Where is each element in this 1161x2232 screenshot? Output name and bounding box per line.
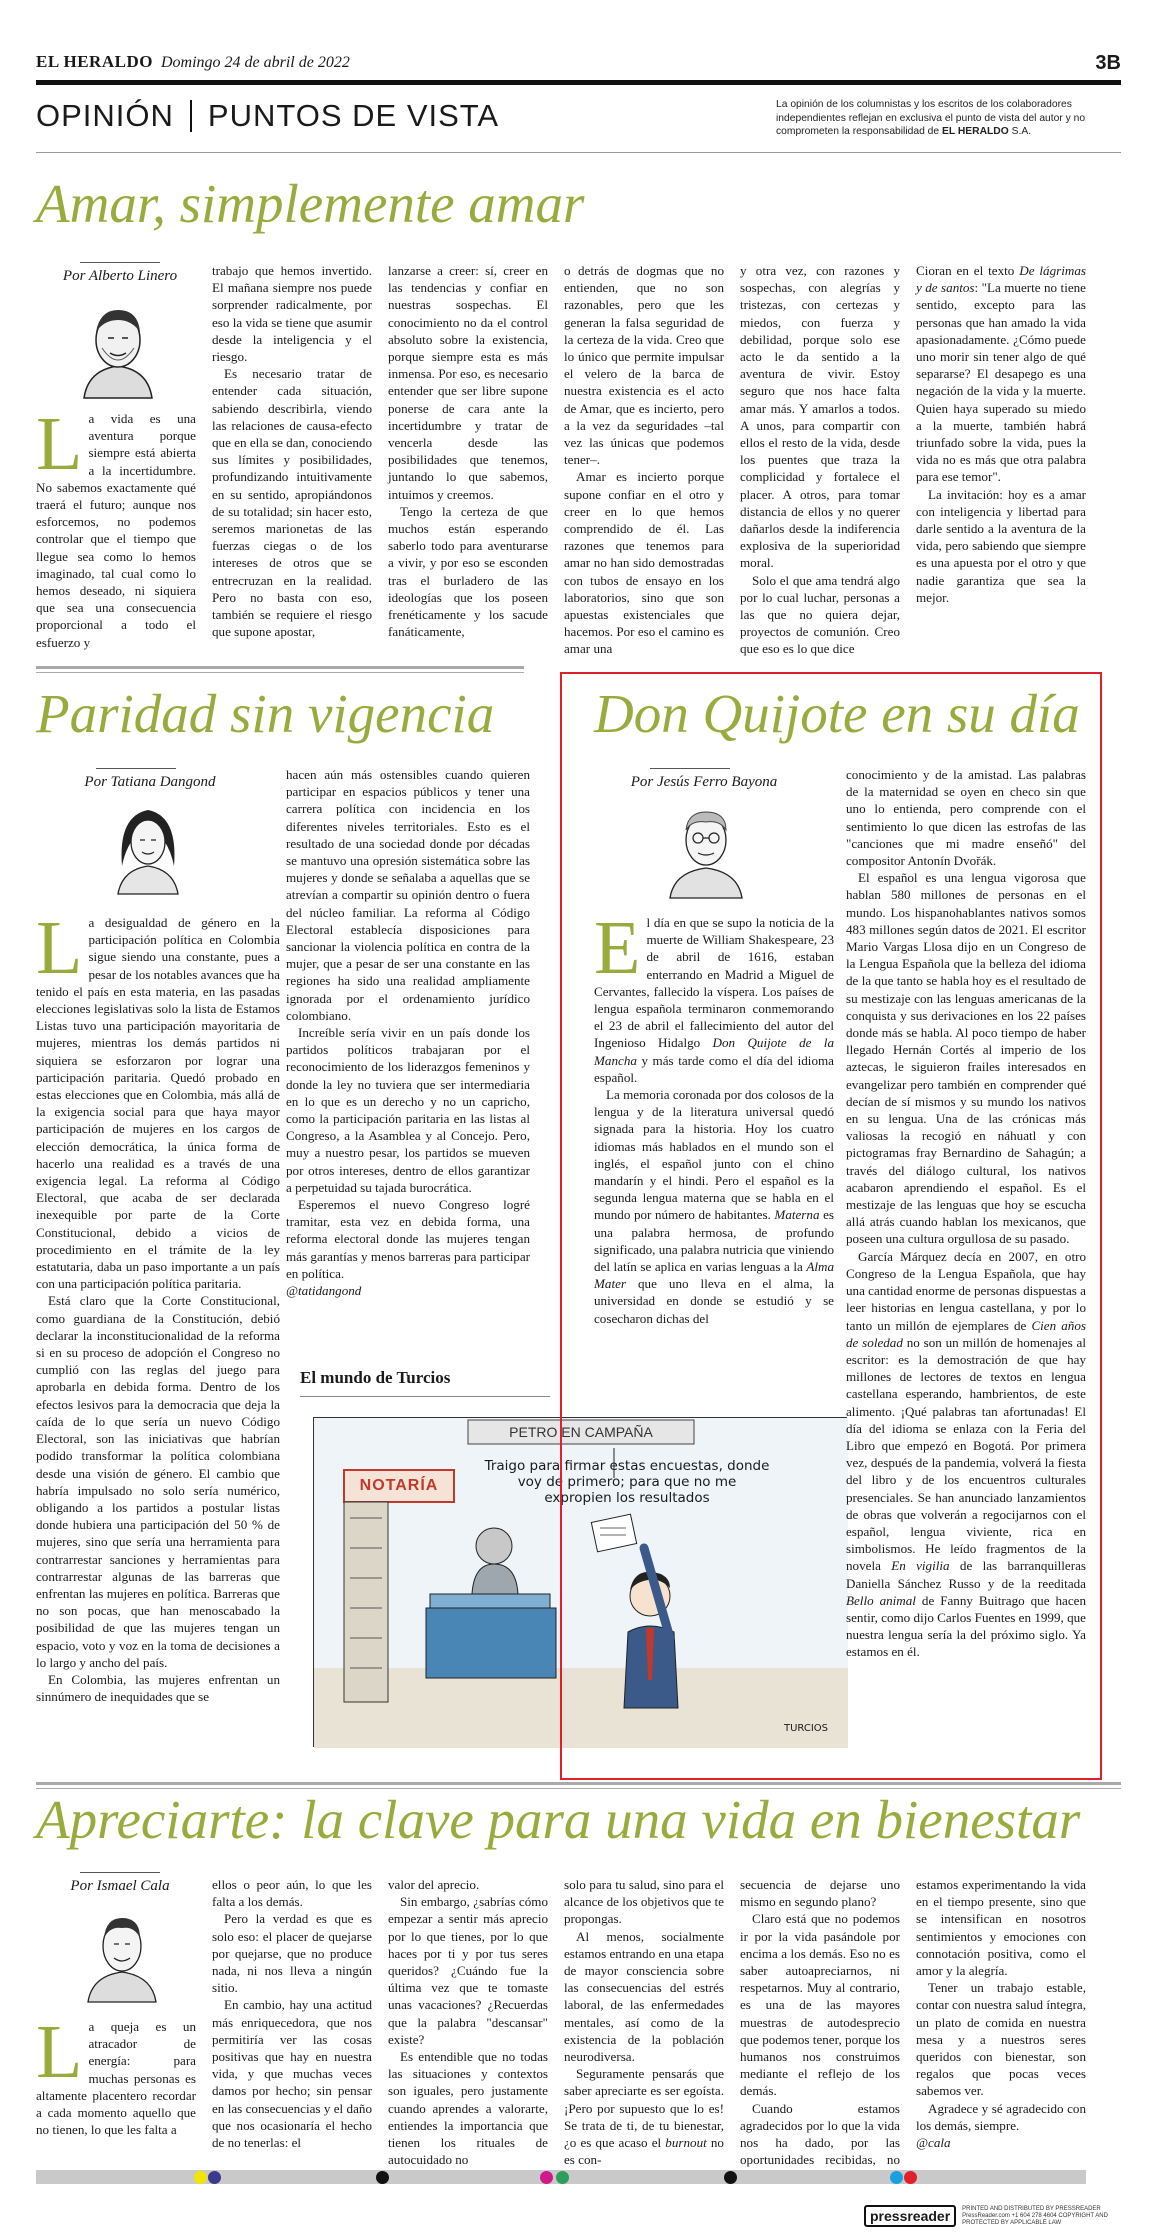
issue-date: Domingo 24 de abril de 2022 xyxy=(160,54,350,71)
byline-rule xyxy=(80,262,160,263)
article-body-col: solo para tu salud, sino para el alcance de los objetivos que te propongas. Al menos, socialmente estamos entrando en una etapa de mayor consciencia sobre las consecuencias del estrés laboral, de las enfermedades mentales, así como de la existencia de la población neurodiversa. Seguramente pensarás que saber apreciarte es ser egoísta. ¡Pero por supuesto que lo es! Se trata de ti, de tu bienestar, ¿o es que acaso el burnout no es con- xyxy=(564,1877,724,2168)
section-separator xyxy=(190,100,192,132)
article-body-col: conocimiento y de la amistad. Las palabras de la maternidad se oyen en checo sin que uno lo entienda, pero comprende con el sentimiento lo que dicen las estrofas de las "canciones que mi madre enseñó" del compositor Antonín Dvořák. El español es una lengua vigorosa que hablan 580 millones de personas en el mundo. Los hispanohablantes nativos somos 483 millones según datos de 2021. El escritor Mario Vargas Llosa dijo en un Congreso de la Lengua Española que la belleza del idioma de la que tanto se habla hoy es el resultado de su mestizaje con las lenguas americanas de la conquista y sus derivaciones en los 22 países donde más se habla. Al poco tiempo de haber llegado Hernán Cortés al imperio de los aztecas, le siguieron frailes interesados en evangelizar pero también en comprender qué decían de sí mismos y su mundo los nativos en su lengua. Una de las crónicas más valiosas la recogió en náhuatl y con pictogramas fray Bernardino de Sahagún; a través del diálogo cultural, los nativos acabaron aprendiendo el español. Es el mestizaje de las lenguas que hoy se escucha allá atrás cuando hablan los mexicanos, que poseen una cultura orgullosa de su pasado. García Márquez decía en 2007, en otro Congreso de la Lengua Española, que hay una cantidad enorme de personas dispuestas a leer historias en lengua castellana, y por lo tanto un millón de ejemplares de Cien años de soledad no son un millón de homenajes al escritor: es la demostración de que hay millones de lectores de textos en lengua castellana esperando, hambrientos, de este alimento. ¡Qué palabras tan afortunadas! El día del idioma se enlaza con la Feria del Libro que empezó en Bogotá. Por primera vez, después de la pandemia, volverá la fiesta del libro y de los encuentros culturales presenciales. Se han anunciado lanzamientos de obras que volverán a regocijarnos con el español, lengua viviente, rica en simbolismos. He leído fragmentos de la novela En vigilia de las barranquilleras Daniella Sánchez Russo y de la reeditada Bello animal de Fanny Buitrago que hacen sentir, como dijo Carlos Fuentes en 1999, que nuestra lengua sería la del próximo siglo. Ya estamos en él. xyxy=(846,767,1087,1660)
registration-dot xyxy=(890,2171,903,2184)
article-title-paridad: Paridad sin vigencia xyxy=(36,683,495,744)
author-handle: @cala xyxy=(916,2135,951,2151)
masthead-rule xyxy=(36,80,1121,85)
registration-dot xyxy=(556,2171,569,2184)
article-body-col: valor del aprecio. Sin embargo, ¿sabrías cómo empezar a sentir más aprecio por lo que tienes, por lo que haces por ti y por tus seres queridos? ¿Cuándo fue la última vez que te tomaste unas vacaciones? ¿Recuerdas que la palabra "descansar" existe? Es entendible que no todas las situaciones y contextos son iguales, pero justamente cuando aprendes a valorarte, entiendes la importancia que tienen los rituales de autocuidado no xyxy=(388,1877,548,2168)
section-rule xyxy=(36,152,1121,153)
masthead xyxy=(36,52,1121,76)
byline-dangond: Por Tatiana Dangond xyxy=(84,774,216,790)
registration-dot xyxy=(904,2171,917,2184)
byline-cala: Por Ismael Cala xyxy=(70,1878,170,1894)
article-divider xyxy=(36,672,524,673)
section-header xyxy=(36,96,499,136)
registration-dot xyxy=(540,2171,553,2184)
article-body-col: trabajo que hemos invertido. El mañana siempre nos puede sorprender radicalmente, por eso la vida se tiene que asumir desde la inteligencia y el riesgo. Es necesario tratar de entender cada situación, sabiendo describirla, viendo las relaciones de causa-efecto que en ella se dan, conociendo sus límites y posibilidades, profundizando intuitivamente en su sentido, apropiándonos de su totalidad; sin hacer esto, seremos marionetas de las fuerzas ciegas o de los intereses de otros que se entrecruzan en la realidad. Pero no basta con eso, también se requiere el riesgo que supone apostar, xyxy=(212,263,372,640)
article-body-col: Cioran en el texto De lágrimas y de santos: "La muerte no tiene sentido, excepto para las personas que han amado la vida apasionadamente. ¿Cómo puede uno morir sin tener algo de qué separarse? El desapego es una negación de la vida y la muerte. Quien haya superado su miedo a la muerte, también habrá triunfado sobre la vida, pues la vida no es más que otra palabra para ese temor". La invitación: hoy es a amar con inteligencia y libertad para darle sentido a la aventura de la vida, pero sabiendo que siempre es una apuesta por el otro y que nadie garantiza que sea la mejor. xyxy=(916,263,1086,605)
pressreader-logo: pressreader xyxy=(864,2205,956,2227)
article-title-apreciarte: Apreciarte: la clave para una vida en bienestar xyxy=(36,1789,1081,1850)
article-body-col: ellos o peor aún, lo que les falta a los demás. Pero la verdad es que es solo eso: el placer de quejarse por quejarse, que no produce nada, ni nos lleva a ningún sitio. En cambio, hay una actitud más enriquecedora, que nos permitiría ver las cosas positivas que hay en nuestra vida, y que muchas veces damos por hecho; sin pensar en las consecuencias y el daño que nos ocasionaría el hecho de no tenerlas: el xyxy=(212,1877,372,2151)
article-body-col: El día en que se supo la noticia de la muerte de William Shakespeare, 23 de abril de 1616, estaban enterrando en Madrid a Miguel de Cervantes, fallecido la víspera. Los países de lengua española terminaron conmemorando el 23 de abril el fallecimiento del autor del Ingenioso Hidalgo Don Quijote de la Mancha y más tarde como el día del idioma español. La memoria coronada por dos colosos de la lengua y de la literatura universal quedó signada para la historia. Hoy los cuatro idiomas más hablados en el mundo son el inglés, el español junto con el chino mandarín y el hindi. Pero el español es la segunda lengua materna que se habla en el mundo por número de habitantes. Materna es una palabra hermosa, de profundo significado, una palabra nutricia que viniendo del latín se aplica en varias lenguas a la Alma Mater que uno lleva en el alma, la universidad en donde se estudió y se cosecharon dichas del xyxy=(594,906,834,1326)
cartoon-speech: Traigo para firmar estas encuestas, donde voy de primero; para que no me expropien los resultados xyxy=(484,1458,770,1506)
newspaper-brand: EL HERALDO xyxy=(36,52,153,71)
author-handle: @tatidangond xyxy=(286,1283,362,1299)
article-body-col: y otra vez, con razones y sospechas, con alegrías y tristezas, con certezas y miedos, con fuerza y debilidad, porque solo ese acto le da sentido a la aventura de vivir. Estoy seguro que nos hace falta amar más. Y amarlos a todos. A unos, para compartir con ellos el resto de la vida, desde los puentes que traza la complicidad y fortalece el placer. A otros, para tomar distancia de ellos y no querer dañarlos desde la indiferencia explosiva de la superioridad moral. Solo el que ama tendrá algo por lo cual luchar, personas a las que no quiera dejar, proyectos de comunión. Creo que eso es lo que dice xyxy=(740,263,900,657)
byline-rule xyxy=(650,768,730,769)
registration-dot xyxy=(194,2171,207,2184)
article-divider xyxy=(36,1782,1121,1785)
page-number: 3B xyxy=(1095,52,1121,74)
byline-rule xyxy=(80,1872,160,1873)
cartoon-signature: TURCIOS xyxy=(783,1723,828,1734)
pressreader-badge xyxy=(864,2204,1120,2228)
article-body-col: lanzarse a creer: sí, creer en las tendencias y confiar en nuestras sospechas. El conocimiento no da el control absoluto sobre la existencia, porque siempre esta es más inmensa. Por eso, es necesario entender que ser libre supone ponerse de cara ante la incertidumbre y tratar de vencerla desde las posibilidades que tenemos, juntando lo que sabemos, intuimos y creemos. Tengo la certeza de que muchos están esperando saberlo todo para aventurarse a vivir, y por eso se esconden tras el burladero de las ideologías que los poseen frenéticamente y los sacude fanáticamente, xyxy=(388,263,548,640)
section-disclaimer: La opinión de los columnistas y los escritos de los colaboradores independientes reflejan en exclusiva el punto de vista del autor y no comprometen la responsabilidad de EL HERALDO S.A. xyxy=(776,99,1086,137)
author-portrait-ferro xyxy=(660,796,752,900)
article-body-col: o detrás de dogmas que no entienden, que no son razonables, pero que les generan la falsa seguridad de la certeza de la vida. Creo que lo único que permite impulsar el velero de la barca de nuestra existencia es el acto de Amar, que es incierto, pero a la vez da seguridades –tal vez las únicas que podemos tener–. Amar es incierto porque supone confiar en el otro y creer en lo que hemos comprendido de él. Las razones que tenemos para amar no han sido demostradas con tubos de ensayo en los laboratorios, sino que son apuestas existenciales que hacemos. Por eso el camino es amar una xyxy=(564,263,724,657)
author-portrait-dangond xyxy=(106,796,190,896)
pressreader-copyright: PRINTED AND DISTRIBUTED BY PRESSREADER PressReader.com +1 604 278 4604 COPYRIGHT AND PROTECTED BY APPLICABLE LAW xyxy=(962,2205,1108,2226)
dropcap: E xyxy=(594,906,641,990)
article-body-col: La vida es una aventura porque siempre está abierta a la incertidumbre. No sabemos exactamente qué traerá el futuro; aunque nos esforcemos, no podemos controlar que el tiempo que llegue sea como lo hemos imaginado, tal cual como lo hemos deseado, ni siquiera que sea una consecuencia proporcional a todo el esfuerzo y xyxy=(36,402,196,650)
registration-dot xyxy=(208,2171,221,2184)
byline-ferro: Por Jesús Ferro Bayona xyxy=(630,774,778,790)
byline-linero: Por Alberto Linero xyxy=(62,268,178,284)
cartoon-heading: El mundo de Turcios xyxy=(300,1368,451,1387)
article-body-col: secuencia de dejarse uno mismo en segundo plano? Claro está que no podemos ir por la vida pasándole por encima a los demás. Eso no es saber autoapreciarnos, ni respetarnos. Muy al contrario, es una de las mayores muestras de autodesprecio que podemos tener, porque los humanos nos construimos mediante el reflejo de los demás. Cuando estamos agradecidos por lo que la vida nos ha dado, por las oportunidades recibidas, no xyxy=(740,1877,900,2168)
article-title-quijote: Don Quijote en su día xyxy=(594,683,1080,744)
article-body-col: La desigualdad de género en la participación política en Colombia sigue siendo una constante, pues a pesar de los notables avances que ha tenido el país en esta materia, en las pasadas elecciones legislativas solo la lista de Estamos Listas tuvo una participación mayoritaria de mujeres, mientras los demás partidos ni siquiera se esforzaron por lograr una participación paritaria. Quedó probado en estas elecciones que en Colombia, más allá de la exigencia social para que haya mayor participación de mujeres en los cargos de elección democrática, la única forma de hacerlo una realidad es a través de una exigencia legal. La reforma al Código Electoral, que acaba de ser declarada inexequible por parte de la Corte Constitucional, debido a vicios de procedimiento en el trámite de la ley estatutaria, daba un paso importante a un país con una participación política paritaria. Está claro que la Corte Constitucional, como guardiana de la Constitución, debió declarar la inconstitucionalidad de la reforma si en su proceso de adopción el Congreso no cumplió con las reglas del juego para aprobarla en debida forma. Dentro de los efectos lesivos para la democracia que deja la caída de lo que sería un nuevo Código Electoral, son las iniciativas que habrían podido transformar la política colombiana desde una visión de género. El cambio que habría impulsado no solo sería numérico, obligando a los partidos a postular listas donde hubiera una participación del 50 % de mujeres, sino que sería una herramienta para contrarrestar sanciones y herramientas para contrarrestar algunas de las barreras que enfrentan las mujeres en política. Barreras que no son pocas, que han menoscabado la posibilidad de que las mujeres tengan un espacio, voto y voz en la toma de decisiones a lo largo y ancho del país. En Colombia, las mujeres enfrentan un sinnúmero de inequidades que se xyxy=(36,906,280,1705)
cartoon-sign: NOTARÍA xyxy=(359,1477,439,1494)
article-body-col: estamos experimentando la vida en el tiempo presente, sino que se intensifican en nosotros sentimientos y emociones con connotación positiva, como el amor y la alegría. Tener un trabajo estable, contar con nuestra salud íntegra, un plato de comida en nuestra mesa y a nuestros seres queridos con bienestar, son regalos que pocas veces sabemos ver. Agradece y sé agradecido con los demás, siempre. @cala xyxy=(916,1877,1086,2151)
author-portrait-cala xyxy=(82,1904,162,2004)
dropcap: L xyxy=(36,402,83,486)
author-portrait-linero xyxy=(70,298,166,400)
article-body-col: La queja es un atracador de energía: para muchas personas es altamente placentero recordar a cada momento aquello que no tienen, lo que les falta a xyxy=(36,2010,196,2138)
dropcap: L xyxy=(36,906,83,990)
registration-dot xyxy=(376,2171,389,2184)
dropcap: L xyxy=(36,2010,83,2094)
cartoon-rule xyxy=(300,1396,550,1397)
cartoon-banner: PETRO EN CAMPAÑA xyxy=(509,1424,653,1440)
byline-rule xyxy=(96,768,176,769)
article-body-col: hacen aún más ostensibles cuando quieren participar en espacios públicos y tener una carrera política con incidencia en los diferentes niveles territoriales. Esto es el resultado de una sociedad donde por décadas se mantuvo una opresión sistemática sobre las mujeres y donde se señalaba a aquellas que se atrevían a compartir su opinión dentro o fuera del núcleo familiar. La reforma al Código Electoral establecía disposiciones para sancionar la violencia política en contra de la mujer, que a pesar de ser una constante en las regiones ha sido una realidad ampliamente ignorada por el ordenamiento jurídico colombiano. Increíble sería vivir en un país donde los partidos políticos trabajaran por el reconocimiento de los liderazgos femeninos y donde la ley no tuviera que ser intermediaria en lo que es un derecho y no un capricho, como la participación paritaria en las listas al Congreso, a la Asamblea y al Concejo. Pero, muy a nuestro pesar, los partidos se mueven por otros intereses, dentro de ellos garantizar a perpetuidad su tajada burocrática. Esperemos el nuevo Congreso logré tramitar, esta vez en debida forma, una reforma electoral donde las mujeres tengan más garantías y menos barreras para participar en política. @tatidangond xyxy=(286,767,530,1299)
section-name: OPINIÓN xyxy=(36,98,174,133)
registration-dot xyxy=(724,2171,737,2184)
article-title-amar: Amar, simplemente amar xyxy=(36,173,585,234)
article-divider xyxy=(36,666,524,669)
section-subname: PUNTOS DE VISTA xyxy=(207,98,500,133)
